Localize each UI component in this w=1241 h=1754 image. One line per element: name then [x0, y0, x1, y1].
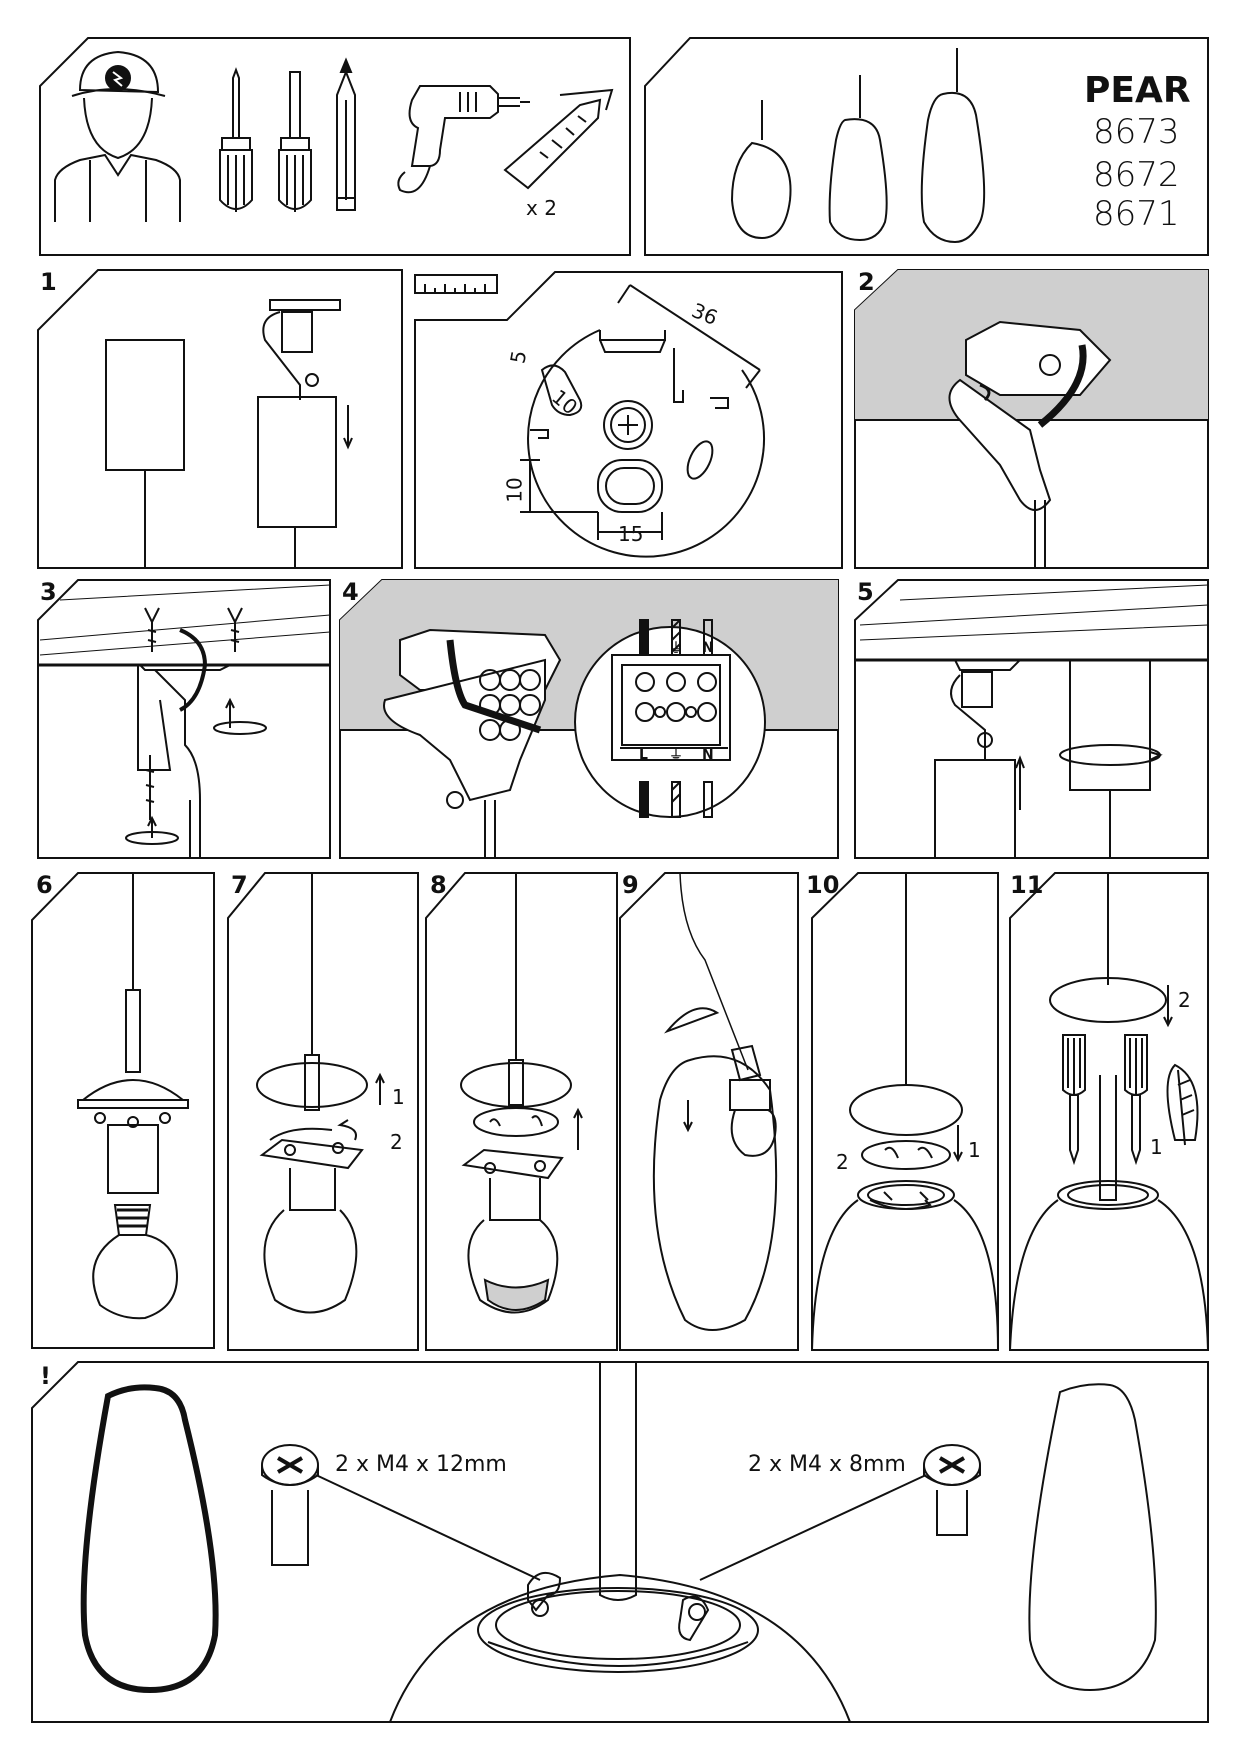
screw-8mm-icon: [924, 1445, 980, 1535]
step-number-2: 2: [858, 268, 875, 296]
terminal-label-N-top: N: [702, 640, 714, 656]
dimension-10-slot: 10: [547, 384, 583, 420]
step-number-5: 5: [857, 578, 874, 606]
pear-glass-thin: [1029, 1384, 1155, 1690]
step-7-substep-2: 2: [390, 1130, 403, 1154]
dimension-36: 36: [688, 298, 722, 330]
glass-top: [390, 1575, 850, 1722]
terminal-label-earth-top: ⏚: [669, 641, 683, 657]
step-10-substep-2: 2: [836, 1150, 849, 1174]
pear-glass-outline: [84, 1387, 216, 1690]
model-number-1: 8673: [1093, 112, 1180, 152]
step-number-8: 8: [430, 871, 447, 899]
terminal-label-L-bottom: L: [639, 747, 648, 763]
dimension-5: 5: [505, 348, 532, 366]
terminal-label-earth-bottom: ⏚: [669, 748, 683, 764]
product-name: PEAR: [1084, 70, 1191, 111]
step-10-substep-1: 1: [968, 1138, 981, 1162]
model-number-3: 8671: [1093, 194, 1180, 234]
step-11-substep-2: 2: [1178, 988, 1191, 1012]
step-number-10: 10: [806, 871, 840, 899]
step-7-substep-1: 1: [392, 1085, 405, 1109]
step-number-6: 6: [36, 871, 53, 899]
screw-spec-right: 2 x M4 x 8mm: [748, 1452, 906, 1477]
step-number-9: 9: [622, 871, 639, 899]
step-number-11: 11: [1010, 871, 1044, 899]
step-11-substep-1: 1: [1150, 1135, 1163, 1159]
dimension-10-vertical: 10: [502, 477, 527, 503]
terminal-label-N-bottom: N: [702, 747, 714, 763]
step-number-7: 7: [231, 871, 248, 899]
step-number-1: 1: [40, 268, 57, 296]
screw-spec-left: 2 x M4 x 12mm: [335, 1452, 507, 1477]
step-number-3: 3: [40, 578, 57, 606]
screw-12mm-icon: [262, 1445, 318, 1565]
warning-marker: !: [40, 1362, 51, 1390]
model-number-2: 8672: [1093, 155, 1180, 195]
drill-bit-count: x 2: [526, 196, 557, 220]
dimension-15: 15: [618, 522, 644, 546]
step-number-4: 4: [342, 578, 359, 606]
terminal-label-L-top: L: [639, 640, 648, 656]
